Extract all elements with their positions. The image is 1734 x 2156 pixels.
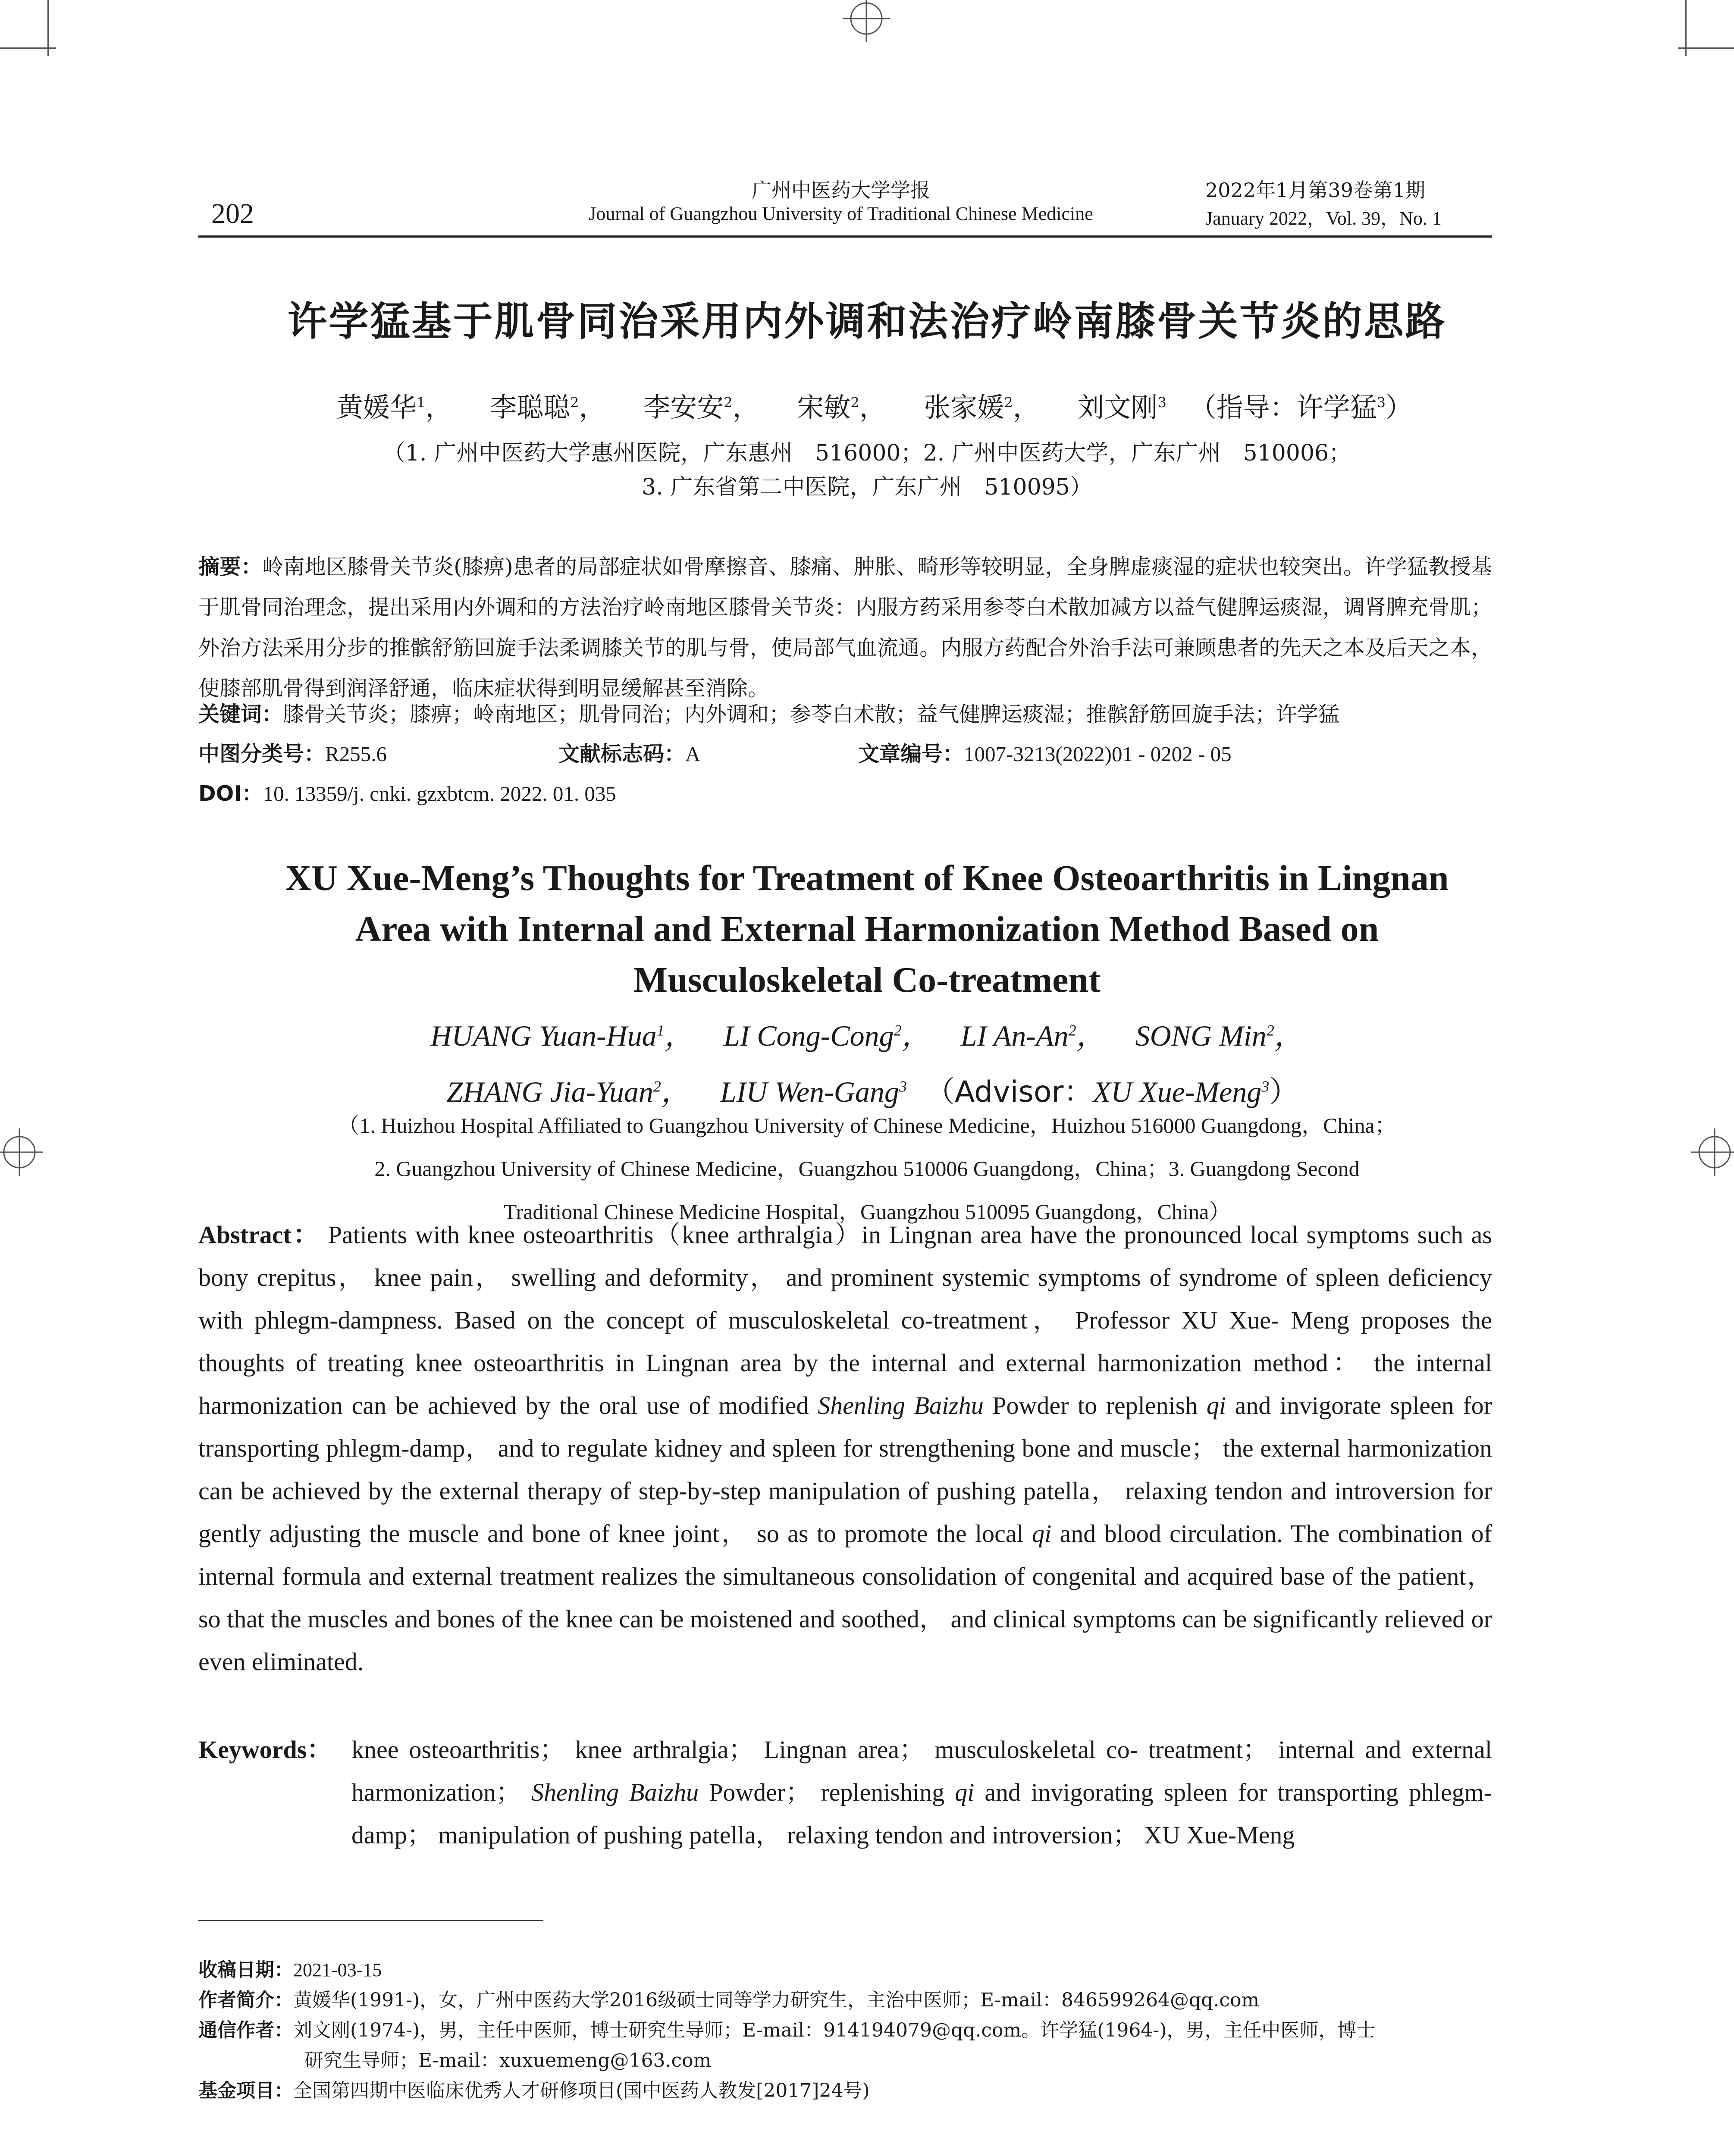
affiliation-cn: 3. 广东省第二中医院，广东广州 510095） [642, 474, 1092, 500]
header-rule [198, 235, 1492, 238]
doi: DOI：10. 13359/j. cnki. gzxbtcm. 2022. 01. 035 [198, 781, 616, 806]
footnote-corresponding-cont: 研究生导师；E-mail：xuxuemeng@163.com [304, 2049, 712, 2071]
author-name: 黄媛华$^1$， [336, 392, 452, 423]
article-title-en: XU Xue-Meng’s Thoughts for Treatment of Knee Osteoarthritis in Lingnan Area with Internal and External Harmonization Method Based on Musculoskeletal Co-treatment [285, 858, 1449, 1000]
abstract-label-cn: 摘要： [198, 555, 263, 579]
crop-mark [1678, 47, 1734, 49]
footnote-fund: 基金项目：全国第四期中医临床优秀人才研修项目(国中医药人教发[2017]24号) [198, 2080, 870, 2102]
issue-info-en: January 2022，Vol. 39，No. 1 [1205, 208, 1442, 229]
author-list-cn [0, 386, 1734, 424]
footnote-corresponding: 通信作者：刘文刚(1974-)，男，主任中医师，博士研究生导师；E-mail：914194079@qq.com。许学猛(1964-)，男，主任中医师，博士 [198, 2019, 1376, 2041]
keywords-label-en: Keywords： [198, 1736, 332, 1764]
crop-mark [0, 47, 56, 49]
clc-number: 中图分类号：R255.6 [198, 742, 387, 766]
author-name: LIU Wen-Gang$^3$ [720, 1075, 907, 1109]
advisor-cn: （指导：许学猛$^3$） [1189, 392, 1413, 423]
abstract-text-cn: 岭南地区膝骨关节炎(膝痹)患者的局部症状如骨摩擦音、膝痛、肿胀、畸形等较明显，全身脾虚痰湿的症状也较突出。许学猛教授基于肌骨同治理念，提出采用内外调和的方法治疗岭南地区膝骨关节炎：内服方药采用参苓白术散加减方以益气健脾运痰湿，调肾脾充骨肌；外治方法采用分步的推髌舒筋回旋手法柔调膝关节的肌与骨，使局部气血流通。内服方药配合外治手法可兼顾患者的先天之本及后天之本，使膝部肌骨得到润泽舒通，临床症状得到明显缓解甚至消除。 [198, 555, 1492, 701]
document-code: 文献标志码：A [558, 742, 701, 766]
author-list-en [0, 1005, 1734, 1118]
abstract-cn [198, 547, 1492, 709]
abstract-label-en: Abstract： [198, 1221, 320, 1249]
abstract-en: Abstract： Patients with knee osteoarthritis（knee arthralgia）in Lingnan area have the pronounced local symptoms such as bony crepitus， knee pain， swelling and deformity， and prominent systemic symptoms of syndrome of spleen deficiency with phlegm-dampness. Based on the concept of musculoskeletal co-treatment， Professor XU Xue- Meng proposes the thoughts of treating knee osteoarthritis in Lingnan area by the internal and external harmonization method： the internal harmonization can be achieved by the oral use of modified Shenling Baizhu Powder to replenish qi and invigorate spleen for transporting phlegm-damp， and to regulate kidney and spleen for strengthening bone and muscle； the external harmonization can be achieved by the external therapy of step-by-step manipulation of pushing patella， relaxing tendon and introversion for gently adjusting the muscle and bone of knee joint， so as to promote the local qi and blood circulation. The combination of internal formula and external treatment realizes the simultaneous consolidation of congenital and acquired base of the patient， so that the muscles and bones of the knee can be moistened and soothed， and clinical symptoms can be significantly relieved or even eliminated. [198, 1221, 1492, 1676]
registration-mark [843, 0, 890, 42]
keywords-en: knee osteoarthritis； knee arthralgia； Lingnan area； musculoskeletal co- treatment； internal and external harmonization； Shenling Baizhu Powder； replenishing qi and invigorating spleen for transporting phlegm-damp； manipulation of pushing patella， relaxing tendon and introversion； XU Xue-Meng [351, 1736, 1492, 1849]
author-name: 李安安$^2$， [643, 392, 759, 423]
affiliation-cn: （1. 广州中医药大学惠州医院，广东惠州 516000；2. 广州中医药大学，广东广州 510006； [383, 440, 1351, 466]
footnote-received: 收稿日期：2021-03-15 [198, 1959, 382, 1981]
keywords-text-cn: 膝骨关节炎；膝痹；岭南地区；肌骨同治；内外调和；参苓白术散；益气健脾运痰湿；推髌舒筋回旋手法；许学猛 [283, 702, 1340, 727]
author-name: SONG Min$^2$， [1135, 1019, 1304, 1052]
issue-info-cn: 2022年1月第39卷第1期 [1205, 179, 1426, 202]
footnote-rule [198, 1920, 543, 1921]
journal-title-en: Journal of Guangzhou University of Traditional Chinese Medicine [589, 203, 1093, 224]
journal-title-cn: 广州中医药大学学报 [752, 179, 930, 202]
author-name: 张家媛$^2$， [924, 392, 1040, 423]
keywords-cn [198, 698, 1492, 728]
author-name: LI Cong-Cong$^2$， [723, 1019, 931, 1052]
author-name: LI An-An$^2$， [960, 1019, 1106, 1052]
article-number: 文章编号：1007-3213(2022)01 - 0202 - 05 [858, 742, 1232, 766]
affiliation-en: （1. Huizhou Hospital Affiliated to Guangzhou University of Chinese Medicine，Huizhou 516000 Guangdong，China； 2. Guangzhou University of Chinese Medicine，Guangzhou 510006 Guangdong，China；3. Guangdong Second Traditional Chinese Medicine Hospital，Guangzhou 510095 Guangdong，China） [338, 1113, 1396, 1224]
author-name: ZHANG Jia-Yuan$^2$， [446, 1075, 690, 1109]
author-name: 李聪聪$^2$， [490, 392, 606, 423]
keywords-label-cn: 关键词： [198, 702, 283, 727]
author-name: 刘文刚$^3$ [1077, 392, 1166, 423]
page-number: 202 [211, 198, 254, 229]
author-name: 宋敏$^2$， [797, 392, 886, 423]
article-title-cn: 许学猛基于肌骨同治采用内外调和法治疗岭南膝骨关节炎的思路 [287, 298, 1447, 345]
author-name: HUANG Yuan-Hua$^1$， [430, 1019, 694, 1052]
advisor-en: （Advisor：XU Xue-Meng$^3$） [925, 1075, 1299, 1109]
footnote-author-intro: 作者简介：黄媛华(1991-)，女，广州中医药大学2016级硕士同等学力研究生，主治中医师；E-mail：846599264@qq.com [198, 1989, 1260, 2011]
